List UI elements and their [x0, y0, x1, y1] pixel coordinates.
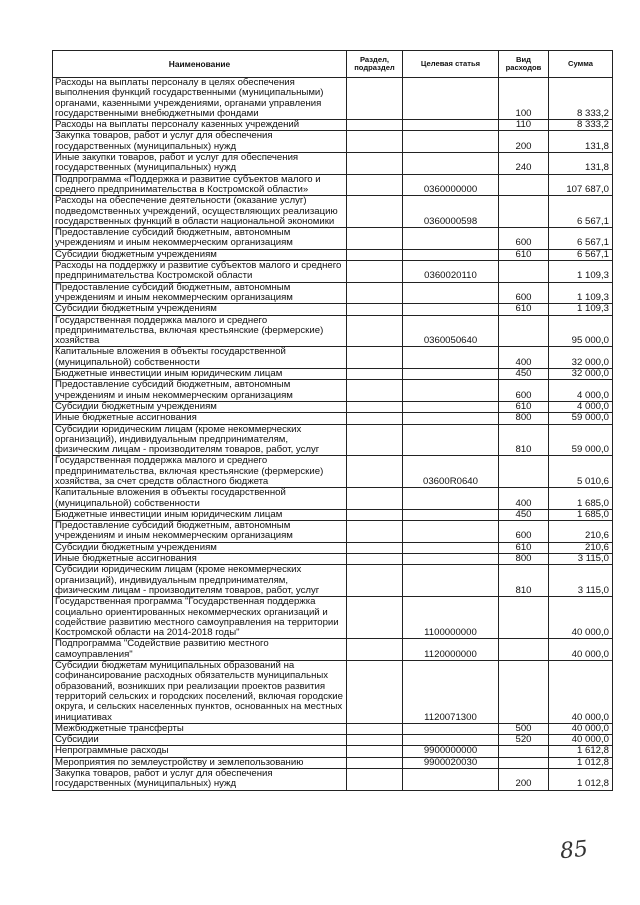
cell-sum: 3 115,0: [549, 565, 613, 597]
table-row: [53, 509, 613, 520]
cell-sum: 40 000,0: [549, 735, 613, 746]
cell-name: Субсидии бюджетным учреждениям: [53, 304, 347, 315]
budget-document: [52, 50, 612, 791]
table-row: [53, 661, 613, 724]
cell-sum: 1 109,3: [549, 282, 613, 304]
cell-target: 0360000598: [403, 196, 499, 228]
cell-kind: 110: [499, 120, 549, 131]
cell-sum: 1 685,0: [549, 488, 613, 510]
cell-kind: [499, 196, 549, 228]
cell-target: [403, 249, 499, 260]
cell-section: [347, 597, 403, 639]
cell-name: Иные бюджетные ассигнования: [53, 413, 347, 424]
cell-kind: 200: [499, 131, 549, 153]
cell-sum: 8 333,2: [549, 120, 613, 131]
cell-sum: 8 333,2: [549, 78, 613, 120]
cell-target: 1100000000: [403, 597, 499, 639]
cell-target: [403, 554, 499, 565]
cell-kind: 520: [499, 735, 549, 746]
table-row: [53, 78, 613, 120]
cell-sum: 40 000,0: [549, 723, 613, 734]
cell-sum: 131,8: [549, 131, 613, 153]
cell-name: Закупка товаров, работ и услуг для обеспечения государственных (муниципальных) нужд: [53, 769, 347, 791]
cell-section: [347, 153, 403, 175]
cell-target: [403, 723, 499, 734]
table-row: [53, 228, 613, 250]
cell-target: [403, 424, 499, 456]
table-row: [53, 565, 613, 597]
table-header-row: [53, 51, 613, 78]
cell-sum: 6 567,1: [549, 228, 613, 250]
table-row: [53, 413, 613, 424]
cell-name: Субсидии юридическим лицам (кроме некоммерческих организаций), индивидуальным предпринимателям, физическим лицам - производителям товаров, работ, услуг: [53, 424, 347, 456]
cell-section: [347, 488, 403, 510]
cell-target: [403, 228, 499, 250]
cell-kind: 240: [499, 153, 549, 175]
page-number: 85: [558, 836, 590, 865]
cell-section: [347, 769, 403, 791]
cell-name: Субсидии юридическим лицам (кроме некоммерческих организаций), индивидуальным предпринимателям, физическим лицам - производителям товаров, работ, услуг: [53, 565, 347, 597]
cell-kind: 800: [499, 413, 549, 424]
cell-kind: [499, 174, 549, 196]
table-row: [53, 597, 613, 639]
table-row: [53, 196, 613, 228]
header-name: Наименование: [53, 51, 347, 78]
table-row: [53, 521, 613, 543]
cell-kind: 400: [499, 488, 549, 510]
cell-kind: 610: [499, 304, 549, 315]
cell-sum: 1 612,8: [549, 746, 613, 757]
table-row: [53, 488, 613, 510]
table-row: [53, 174, 613, 196]
cell-sum: 1 109,3: [549, 304, 613, 315]
cell-kind: 610: [499, 249, 549, 260]
cell-name: Межбюджетные трансферты: [53, 723, 347, 734]
table-row: [53, 746, 613, 757]
cell-name: Мероприятия по землеустройству и землепользованию: [53, 757, 347, 768]
table-row: [53, 735, 613, 746]
table-row: [53, 456, 613, 488]
cell-name: Государственная поддержка малого и среднего предпринимательства, включая крестьянские (фермерские) хозяйства, за счет средств областного бюджета: [53, 456, 347, 488]
table-row: [53, 554, 613, 565]
table-row: [53, 347, 613, 369]
cell-target: [403, 521, 499, 543]
table-row: [53, 639, 613, 661]
cell-sum: 210,6: [549, 521, 613, 543]
cell-section: [347, 401, 403, 412]
cell-kind: 200: [499, 769, 549, 791]
cell-sum: 107 687,0: [549, 174, 613, 196]
table-row: [53, 315, 613, 347]
cell-name: Расходы на выплаты персоналу казенных учреждений: [53, 120, 347, 131]
cell-target: [403, 380, 499, 402]
cell-target: 0360000000: [403, 174, 499, 196]
cell-sum: 59 000,0: [549, 424, 613, 456]
cell-name: Подпрограмма «Поддержка и развитие субъектов малого и среднего предпринимательства в Костромской области»: [53, 174, 347, 196]
cell-name: Субсидии бюджетным учреждениям: [53, 401, 347, 412]
table-row: [53, 380, 613, 402]
cell-kind: [499, 597, 549, 639]
cell-kind: 800: [499, 554, 549, 565]
table-row: [53, 120, 613, 131]
cell-target: [403, 542, 499, 553]
cell-target: [403, 131, 499, 153]
cell-kind: 600: [499, 380, 549, 402]
cell-name: Капитальные вложения в объекты государственной (муниципальной) собственности: [53, 347, 347, 369]
table-row: [53, 261, 613, 283]
cell-name: Субсидии бюджетам муниципальных образований на софинансирование расходных обязательств муниципальных образований, возникших при реализации проектов развития территорий сельских и городских поселений, включая городские округа, и сельских населенных пунктов, основанных на местных инициативах: [53, 661, 347, 724]
cell-kind: 610: [499, 401, 549, 412]
cell-section: [347, 249, 403, 260]
table-row: [53, 769, 613, 791]
cell-target: [403, 769, 499, 791]
cell-name: Подпрограмма "Содействие развитию местного самоуправления": [53, 639, 347, 661]
cell-kind: 100: [499, 78, 549, 120]
cell-name: Расходы на выплаты персоналу в целях обеспечения выполнения функций государственными (муниципальными) органами, казенными учреждениями, органами управления государственными внебюджетными фондами: [53, 78, 347, 120]
header-sum: Сумма: [549, 51, 613, 78]
cell-target: [403, 78, 499, 120]
cell-section: [347, 304, 403, 315]
table-row: [53, 131, 613, 153]
cell-section: [347, 315, 403, 347]
cell-sum: 32 000,0: [549, 347, 613, 369]
cell-section: [347, 228, 403, 250]
table-row: [53, 153, 613, 175]
cell-target: 0360020110: [403, 261, 499, 283]
cell-name: Бюджетные инвестиции иным юридическим лицам: [53, 509, 347, 520]
cell-section: [347, 369, 403, 380]
cell-kind: 600: [499, 521, 549, 543]
cell-section: [347, 413, 403, 424]
cell-sum: 5 010,6: [549, 456, 613, 488]
cell-sum: 1 012,8: [549, 757, 613, 768]
cell-name: Расходы на поддержку и развитие субъектов малого и среднего предпринимательства Костромской области: [53, 261, 347, 283]
cell-name: Предоставление субсидий бюджетным, автономным учреждениям и иным некоммерческим организациям: [53, 521, 347, 543]
cell-section: [347, 639, 403, 661]
cell-section: [347, 746, 403, 757]
table-row: [53, 542, 613, 553]
cell-target: [403, 509, 499, 520]
table-row: [53, 424, 613, 456]
cell-kind: 810: [499, 424, 549, 456]
cell-name: Предоставление субсидий бюджетным, автономным учреждениям и иным некоммерческим организациям: [53, 380, 347, 402]
cell-sum: 40 000,0: [549, 661, 613, 724]
cell-target: [403, 735, 499, 746]
cell-sum: 40 000,0: [549, 639, 613, 661]
cell-sum: 131,8: [549, 153, 613, 175]
cell-section: [347, 78, 403, 120]
cell-sum: 6 567,1: [549, 249, 613, 260]
cell-name: Предоставление субсидий бюджетным, автономным учреждениям и иным некоммерческим организациям: [53, 228, 347, 250]
cell-kind: [499, 261, 549, 283]
cell-name: Субсидии бюджетным учреждениям: [53, 249, 347, 260]
cell-name: Государственная поддержка малого и среднего предпринимательства, включая крестьянские (фермерские) хозяйства: [53, 315, 347, 347]
cell-kind: [499, 746, 549, 757]
cell-sum: 4 000,0: [549, 380, 613, 402]
table-row: [53, 401, 613, 412]
cell-target: 9900000000: [403, 746, 499, 757]
cell-name: Непрограммные расходы: [53, 746, 347, 757]
cell-section: [347, 661, 403, 724]
cell-sum: 3 115,0: [549, 554, 613, 565]
table-row: [53, 249, 613, 260]
cell-target: 1120000000: [403, 639, 499, 661]
cell-name: Закупка товаров, работ и услуг для обеспечения государственных (муниципальных) нужд: [53, 131, 347, 153]
cell-target: 0360050640: [403, 315, 499, 347]
cell-kind: 600: [499, 228, 549, 250]
cell-sum: 1 685,0: [549, 509, 613, 520]
cell-target: [403, 565, 499, 597]
cell-kind: [499, 315, 549, 347]
cell-name: Предоставление субсидий бюджетным, автономным учреждениям и иным некоммерческим организациям: [53, 282, 347, 304]
table-row: [53, 282, 613, 304]
cell-target: [403, 347, 499, 369]
cell-target: [403, 369, 499, 380]
cell-target: [403, 401, 499, 412]
cell-name: Бюджетные инвестиции иным юридическим лицам: [53, 369, 347, 380]
cell-sum: 6 567,1: [549, 196, 613, 228]
cell-section: [347, 261, 403, 283]
cell-section: [347, 757, 403, 768]
header-section: Раздел, подраздел: [347, 51, 403, 78]
cell-sum: 1 012,8: [549, 769, 613, 791]
cell-section: [347, 196, 403, 228]
cell-kind: [499, 456, 549, 488]
cell-name: Капитальные вложения в объекты государственной (муниципальной) собственности: [53, 488, 347, 510]
cell-section: [347, 509, 403, 520]
header-target: Целевая статья: [403, 51, 499, 78]
cell-name: Государственная программа "Государственная поддержка социально ориентированных некоммерческих организаций и содействие развитию местного самоуправления на территории Костромской области на 2014-2018 годы": [53, 597, 347, 639]
cell-name: Субсидии бюджетным учреждениям: [53, 542, 347, 553]
cell-target: [403, 153, 499, 175]
cell-section: [347, 174, 403, 196]
cell-kind: 450: [499, 509, 549, 520]
table-row: [53, 723, 613, 734]
cell-section: [347, 723, 403, 734]
cell-sum: 32 000,0: [549, 369, 613, 380]
cell-sum: 4 000,0: [549, 401, 613, 412]
table-body: [53, 78, 613, 791]
cell-section: [347, 131, 403, 153]
cell-section: [347, 456, 403, 488]
cell-kind: 450: [499, 369, 549, 380]
cell-target: [403, 282, 499, 304]
cell-section: [347, 521, 403, 543]
cell-section: [347, 347, 403, 369]
table-row: [53, 757, 613, 768]
cell-section: [347, 565, 403, 597]
cell-section: [347, 424, 403, 456]
cell-section: [347, 120, 403, 131]
cell-name: Расходы на обеспечение деятельности (оказание услуг) подведомственных учреждений, осуществляющих реализацию государственных функций в области национальной экономики: [53, 196, 347, 228]
cell-sum: 95 000,0: [549, 315, 613, 347]
cell-kind: 600: [499, 282, 549, 304]
cell-target: [403, 120, 499, 131]
cell-name: Иные закупки товаров, работ и услуг для обеспечения государственных (муниципальных) нужд: [53, 153, 347, 175]
header-kind: Вид расходов: [499, 51, 549, 78]
cell-kind: [499, 757, 549, 768]
cell-kind: [499, 639, 549, 661]
cell-kind: 400: [499, 347, 549, 369]
cell-sum: 210,6: [549, 542, 613, 553]
cell-section: [347, 735, 403, 746]
cell-section: [347, 282, 403, 304]
cell-target: [403, 413, 499, 424]
cell-section: [347, 554, 403, 565]
cell-sum: 59 000,0: [549, 413, 613, 424]
cell-kind: 500: [499, 723, 549, 734]
cell-name: Субсидии: [53, 735, 347, 746]
cell-section: [347, 542, 403, 553]
table-row: [53, 304, 613, 315]
cell-kind: 810: [499, 565, 549, 597]
cell-target: [403, 304, 499, 315]
cell-kind: [499, 661, 549, 724]
cell-kind: 610: [499, 542, 549, 553]
cell-target: 9900020030: [403, 757, 499, 768]
cell-name: Иные бюджетные ассигнования: [53, 554, 347, 565]
budget-table: [52, 50, 613, 791]
cell-sum: 40 000,0: [549, 597, 613, 639]
cell-target: [403, 488, 499, 510]
cell-sum: 1 109,3: [549, 261, 613, 283]
cell-target: 03600R0640: [403, 456, 499, 488]
cell-target: 1120071300: [403, 661, 499, 724]
table-row: [53, 369, 613, 380]
cell-section: [347, 380, 403, 402]
